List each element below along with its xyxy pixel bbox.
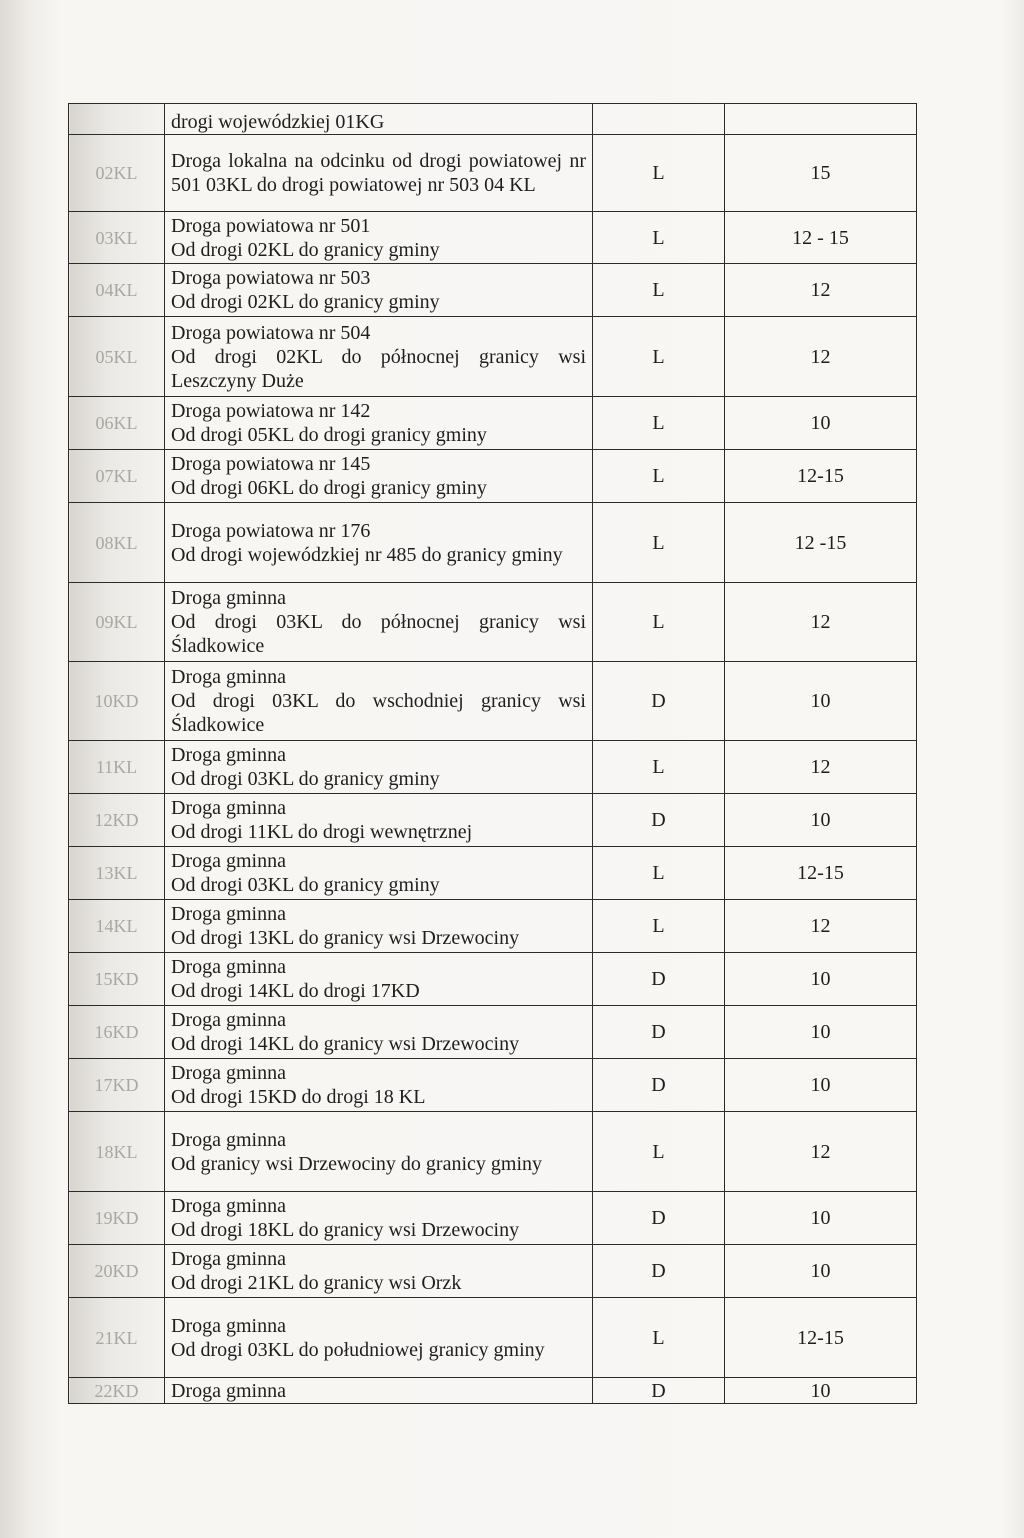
road-symbol: 11KL: [69, 741, 165, 794]
road-description: [165, 1192, 593, 1245]
road-width: 12-15: [725, 1298, 917, 1378]
road-description: [165, 900, 593, 953]
table-row: [69, 1298, 917, 1378]
road-width: 12: [725, 741, 917, 794]
road-width: 12: [725, 900, 917, 953]
road-width: 15: [725, 135, 917, 212]
road-description-line: Od drogi 03KL do południowej granicy gminy: [171, 1338, 545, 1361]
road-width: 10: [725, 794, 917, 847]
road-description-line: Od drogi 02KL do północnej granicy wsi Leszczyny Duże: [171, 345, 586, 392]
road-width: [725, 104, 917, 135]
road-description: [165, 503, 593, 583]
road-class: L: [593, 741, 725, 794]
road-description-line: Droga gminna: [171, 1195, 286, 1217]
table-row: [69, 662, 917, 741]
road-symbol: 19KD: [69, 1192, 165, 1245]
road-description-line: Od granicy wsi Drzewociny do granicy gminy: [171, 1152, 543, 1175]
road-symbol: 22KD: [69, 1378, 165, 1404]
road-description-line: Od drogi 03KL do granicy gminy: [171, 874, 440, 896]
road-description-line: Od drogi 03KL do granicy gminy: [171, 768, 440, 790]
road-symbol: 07KL: [69, 450, 165, 503]
roads-table-body: [69, 104, 917, 1404]
table-row: [69, 741, 917, 794]
table-row: [69, 264, 917, 317]
road-class: D: [593, 662, 725, 741]
table-row: [69, 794, 917, 847]
road-class: L: [593, 264, 725, 317]
table-row: [69, 104, 917, 135]
road-description-line: Droga gminna: [171, 1128, 286, 1151]
road-width: 12: [725, 317, 917, 397]
road-description-line: Droga gminna: [171, 850, 286, 872]
road-description-line: Droga gminna: [171, 1009, 286, 1031]
road-symbol: 21KL: [69, 1298, 165, 1378]
table-row: [69, 503, 917, 583]
road-description-line: Od drogi 14KL do granicy wsi Drzewociny: [171, 1033, 520, 1055]
road-symbol: 15KD: [69, 953, 165, 1006]
road-class: L: [593, 900, 725, 953]
road-description-line: Od drogi 02KL do granicy gminy: [171, 291, 440, 313]
road-description-line: Droga gminna: [171, 666, 286, 688]
road-class: D: [593, 794, 725, 847]
road-width: 10: [725, 1059, 917, 1112]
table-row: [69, 212, 917, 264]
road-description: [165, 1298, 593, 1378]
road-description-line: Droga powiatowa nr 503: [171, 267, 371, 289]
road-description: [165, 662, 593, 741]
road-symbol: 05KL: [69, 317, 165, 397]
road-description: [165, 397, 593, 450]
road-class: L: [593, 503, 725, 583]
road-class: L: [593, 135, 725, 212]
road-description-line: Droga gminna: [171, 797, 286, 819]
road-class: D: [593, 953, 725, 1006]
road-description-line: Droga gminna: [171, 1379, 286, 1402]
road-symbol: 03KL: [69, 212, 165, 264]
road-description: [165, 264, 593, 317]
road-description: [165, 1378, 593, 1404]
table-row: [69, 1112, 917, 1192]
road-description-line: Droga gminna: [171, 1062, 286, 1084]
road-symbol: 14KL: [69, 900, 165, 953]
road-symbol: [69, 104, 165, 135]
road-width: 10: [725, 953, 917, 1006]
table-row: [69, 450, 917, 503]
road-width: 12: [725, 264, 917, 317]
road-width: 10: [725, 397, 917, 450]
road-description: [165, 212, 593, 264]
road-description: [165, 1245, 593, 1298]
road-description-line: Droga gminna: [171, 956, 286, 978]
table-row: [69, 1006, 917, 1059]
road-symbol: 16KD: [69, 1006, 165, 1059]
road-description: [165, 953, 593, 1006]
road-description-line: drogi wojewódzkiej 01KG: [171, 111, 385, 133]
road-description-line: Droga lokalna na odcinku od drogi powiatowej nr 501 03KL do drogi powiatowej nr 503 04 KL: [171, 150, 586, 196]
road-description: [165, 1059, 593, 1112]
road-symbol: 20KD: [69, 1245, 165, 1298]
road-symbol: 17KD: [69, 1059, 165, 1112]
road-symbol: 13KL: [69, 847, 165, 900]
road-width: 10: [725, 662, 917, 741]
road-description: [165, 847, 593, 900]
table-row: [69, 1059, 917, 1112]
road-description-line: Od drogi 05KL do drogi granicy gminy: [171, 424, 487, 446]
road-symbol: 12KD: [69, 794, 165, 847]
road-description-line: Od drogi 03KL do północnej granicy wsi Śladkowice: [171, 611, 586, 657]
road-description-line: Droga gminna: [171, 744, 286, 766]
table-row: [69, 135, 917, 212]
road-symbol: 04KL: [69, 264, 165, 317]
road-description: [165, 583, 593, 662]
road-symbol: 18KL: [69, 1112, 165, 1192]
road-symbol: 09KL: [69, 583, 165, 662]
road-description-line: Droga gminna: [171, 1314, 286, 1337]
table-row: [69, 1192, 917, 1245]
road-width: 10: [725, 1006, 917, 1059]
road-description-line: Od drogi 11KL do drogi wewnętrznej: [171, 821, 473, 843]
road-description: [165, 135, 593, 212]
road-symbol: 02KL: [69, 135, 165, 212]
road-description-line: Od drogi 13KL do granicy wsi Drzewociny: [171, 927, 520, 949]
road-width: 10: [725, 1192, 917, 1245]
road-description-line: Droga gminna: [171, 903, 286, 925]
road-description-line: Od drogi 21KL do granicy wsi Orzk: [171, 1272, 462, 1294]
road-description: [165, 104, 593, 135]
road-symbol: 08KL: [69, 503, 165, 583]
road-description: [165, 450, 593, 503]
road-description: [165, 1006, 593, 1059]
roads-table: [68, 103, 917, 1404]
road-class: D: [593, 1378, 725, 1404]
road-class: D: [593, 1245, 725, 1298]
road-class: L: [593, 212, 725, 264]
road-class: D: [593, 1059, 725, 1112]
road-description: [165, 794, 593, 847]
road-symbol: 10KD: [69, 662, 165, 741]
road-description-line: Od drogi 15KD do drogi 18 KL: [171, 1086, 426, 1108]
road-description-line: Od drogi 14KL do drogi 17KD: [171, 980, 420, 1002]
road-width: 12 - 15: [725, 212, 917, 264]
road-class: L: [593, 397, 725, 450]
road-class: L: [593, 583, 725, 662]
road-symbol: 06KL: [69, 397, 165, 450]
table-row: [69, 847, 917, 900]
road-description-line: Od drogi 18KL do granicy wsi Drzewociny: [171, 1219, 520, 1241]
road-description-line: Od drogi wojewódzkiej nr 485 do granicy gminy: [171, 543, 563, 566]
road-description: [165, 741, 593, 794]
road-class: L: [593, 847, 725, 900]
road-description-line: Od drogi 02KL do granicy gminy: [171, 238, 440, 261]
road-width: 12: [725, 583, 917, 662]
road-class: L: [593, 1112, 725, 1192]
table-row: [69, 900, 917, 953]
road-description-line: Droga powiatowa nr 176: [171, 519, 371, 542]
table-row: [69, 1378, 917, 1404]
road-description-line: Droga powiatowa nr 501: [171, 214, 371, 237]
road-description: [165, 317, 593, 397]
road-width: 12-15: [725, 847, 917, 900]
road-width: 10: [725, 1378, 917, 1404]
road-description: [165, 1112, 593, 1192]
road-width: 10: [725, 1245, 917, 1298]
table-row: [69, 953, 917, 1006]
road-class: L: [593, 317, 725, 397]
road-class: D: [593, 1006, 725, 1059]
road-description-line: Od drogi 06KL do drogi granicy gminy: [171, 477, 487, 499]
road-width: 12 -15: [725, 503, 917, 583]
table-row: [69, 583, 917, 662]
road-description-line: Od drogi 03KL do wschodniej granicy wsi Śladkowice: [171, 690, 586, 736]
road-description-line: Droga gminna: [171, 1248, 286, 1270]
table-row: [69, 1245, 917, 1298]
road-class: L: [593, 450, 725, 503]
road-class: [593, 104, 725, 135]
road-description-line: Droga powiatowa nr 504: [171, 321, 371, 344]
road-class: L: [593, 1298, 725, 1378]
road-description-line: Droga powiatowa nr 142: [171, 400, 371, 422]
road-description-line: Droga powiatowa nr 145: [171, 453, 371, 475]
table-row: [69, 317, 917, 397]
road-description-line: Droga gminna: [171, 587, 286, 609]
road-width: 12: [725, 1112, 917, 1192]
road-class: D: [593, 1192, 725, 1245]
road-width: 12-15: [725, 450, 917, 503]
table-row: [69, 397, 917, 450]
